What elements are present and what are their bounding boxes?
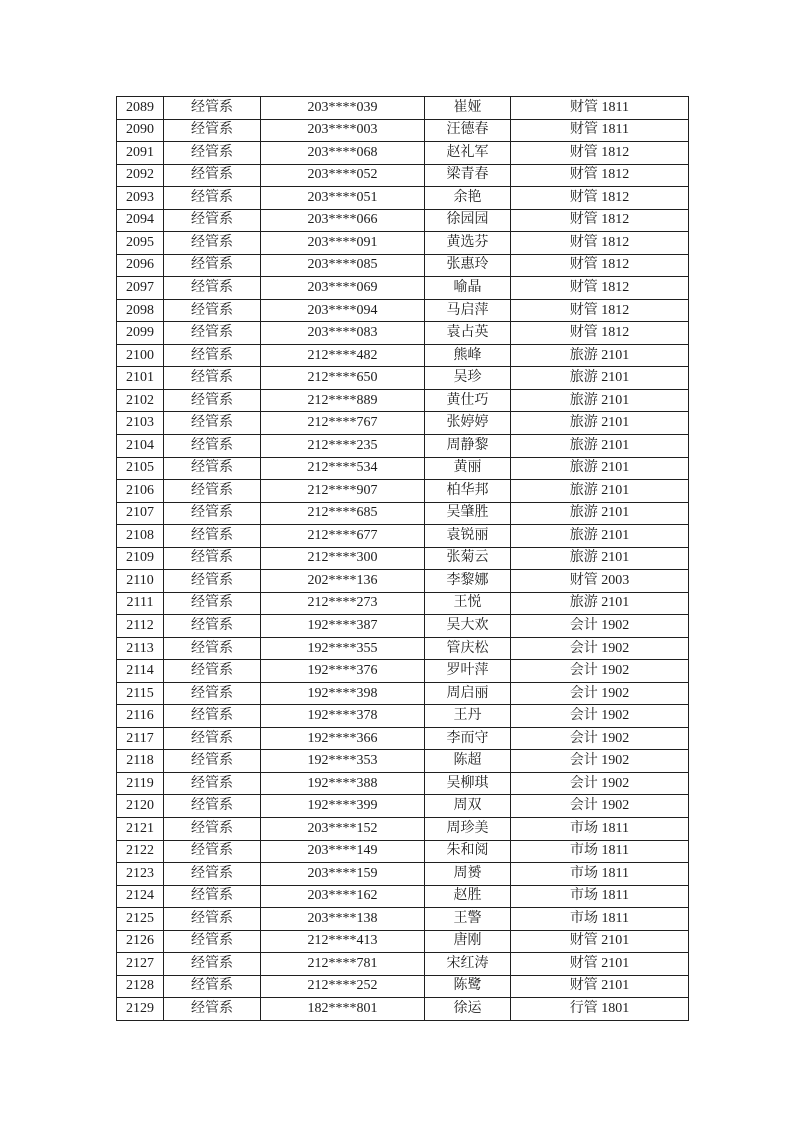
cell-serial: 2110 xyxy=(117,570,164,593)
cell-name: 马启萍 xyxy=(425,299,511,322)
cell-department: 经管系 xyxy=(164,818,261,841)
cell-department: 经管系 xyxy=(164,975,261,998)
cell-name: 周赟 xyxy=(425,863,511,886)
cell-class: 行管 1801 xyxy=(511,998,689,1021)
cell-department: 经管系 xyxy=(164,592,261,615)
cell-class: 财管 2003 xyxy=(511,570,689,593)
cell-name: 李黎娜 xyxy=(425,570,511,593)
cell-class: 旅游 2101 xyxy=(511,412,689,435)
cell-department: 经管系 xyxy=(164,727,261,750)
cell-student_id: 182****801 xyxy=(261,998,425,1021)
cell-serial: 2106 xyxy=(117,480,164,503)
cell-class: 会计 1902 xyxy=(511,750,689,773)
table-row xyxy=(117,705,689,728)
roster-body xyxy=(117,97,689,1021)
cell-class: 财管 2101 xyxy=(511,953,689,976)
cell-serial: 2111 xyxy=(117,592,164,615)
table-row xyxy=(117,930,689,953)
cell-student_id: 212****252 xyxy=(261,975,425,998)
table-row xyxy=(117,232,689,255)
table-row xyxy=(117,119,689,142)
table-row xyxy=(117,615,689,638)
cell-department: 经管系 xyxy=(164,209,261,232)
cell-name: 管庆松 xyxy=(425,637,511,660)
cell-serial: 2126 xyxy=(117,930,164,953)
cell-name: 熊峰 xyxy=(425,344,511,367)
table-row xyxy=(117,142,689,165)
cell-serial: 2113 xyxy=(117,637,164,660)
cell-student_id: 203****039 xyxy=(261,97,425,120)
cell-class: 会计 1902 xyxy=(511,772,689,795)
cell-department: 经管系 xyxy=(164,615,261,638)
cell-serial: 2102 xyxy=(117,389,164,412)
cell-name: 柏华邦 xyxy=(425,480,511,503)
cell-student_id: 212****889 xyxy=(261,389,425,412)
cell-serial: 2100 xyxy=(117,344,164,367)
cell-class: 市场 1811 xyxy=(511,863,689,886)
cell-name: 徐运 xyxy=(425,998,511,1021)
cell-department: 经管系 xyxy=(164,840,261,863)
cell-student_id: 203****051 xyxy=(261,187,425,210)
cell-department: 经管系 xyxy=(164,930,261,953)
cell-name: 吴大欢 xyxy=(425,615,511,638)
cell-serial: 2112 xyxy=(117,615,164,638)
cell-class: 财管 1812 xyxy=(511,232,689,255)
table-row xyxy=(117,660,689,683)
cell-department: 经管系 xyxy=(164,908,261,931)
cell-student_id: 212****767 xyxy=(261,412,425,435)
cell-name: 张婷婷 xyxy=(425,412,511,435)
cell-student_id: 203****085 xyxy=(261,254,425,277)
table-row xyxy=(117,277,689,300)
cell-name: 赵胜 xyxy=(425,885,511,908)
cell-department: 经管系 xyxy=(164,142,261,165)
cell-department: 经管系 xyxy=(164,570,261,593)
cell-class: 会计 1902 xyxy=(511,727,689,750)
cell-name: 喻晶 xyxy=(425,277,511,300)
cell-department: 经管系 xyxy=(164,863,261,886)
cell-name: 吴肇胜 xyxy=(425,502,511,525)
student-roster-table xyxy=(116,96,689,1021)
table-row xyxy=(117,434,689,457)
cell-name: 赵礼军 xyxy=(425,142,511,165)
cell-department: 经管系 xyxy=(164,412,261,435)
cell-class: 财管 1812 xyxy=(511,209,689,232)
cell-name: 李而守 xyxy=(425,727,511,750)
cell-serial: 2120 xyxy=(117,795,164,818)
cell-student_id: 192****376 xyxy=(261,660,425,683)
cell-serial: 2099 xyxy=(117,322,164,345)
cell-student_id: 203****152 xyxy=(261,818,425,841)
table-row xyxy=(117,727,689,750)
cell-serial: 2098 xyxy=(117,299,164,322)
cell-name: 袁锐丽 xyxy=(425,525,511,548)
cell-department: 经管系 xyxy=(164,232,261,255)
table-row xyxy=(117,637,689,660)
cell-class: 财管 1812 xyxy=(511,299,689,322)
cell-class: 旅游 2101 xyxy=(511,480,689,503)
table-row xyxy=(117,863,689,886)
table-row xyxy=(117,344,689,367)
cell-department: 经管系 xyxy=(164,547,261,570)
cell-department: 经管系 xyxy=(164,998,261,1021)
cell-student_id: 192****378 xyxy=(261,705,425,728)
cell-student_id: 203****149 xyxy=(261,840,425,863)
cell-class: 会计 1902 xyxy=(511,637,689,660)
cell-serial: 2117 xyxy=(117,727,164,750)
cell-student_id: 192****353 xyxy=(261,750,425,773)
table-row xyxy=(117,164,689,187)
cell-class: 市场 1811 xyxy=(511,908,689,931)
table-row xyxy=(117,547,689,570)
cell-serial: 2104 xyxy=(117,434,164,457)
cell-class: 会计 1902 xyxy=(511,705,689,728)
cell-name: 张菊云 xyxy=(425,547,511,570)
cell-department: 经管系 xyxy=(164,322,261,345)
cell-serial: 2116 xyxy=(117,705,164,728)
table-row xyxy=(117,389,689,412)
cell-student_id: 203****003 xyxy=(261,119,425,142)
cell-class: 市场 1811 xyxy=(511,840,689,863)
table-row xyxy=(117,772,689,795)
cell-department: 经管系 xyxy=(164,434,261,457)
cell-serial: 2107 xyxy=(117,502,164,525)
cell-class: 财管 1812 xyxy=(511,322,689,345)
cell-name: 周静黎 xyxy=(425,434,511,457)
cell-class: 旅游 2101 xyxy=(511,592,689,615)
cell-name: 袁占英 xyxy=(425,322,511,345)
cell-serial: 2095 xyxy=(117,232,164,255)
cell-student_id: 203****094 xyxy=(261,299,425,322)
table-row xyxy=(117,592,689,615)
table-row xyxy=(117,367,689,390)
cell-serial: 2114 xyxy=(117,660,164,683)
cell-class: 财管 1812 xyxy=(511,142,689,165)
cell-serial: 2103 xyxy=(117,412,164,435)
cell-department: 经管系 xyxy=(164,750,261,773)
cell-class: 旅游 2101 xyxy=(511,344,689,367)
cell-student_id: 212****273 xyxy=(261,592,425,615)
cell-name: 朱和阅 xyxy=(425,840,511,863)
cell-student_id: 212****235 xyxy=(261,434,425,457)
cell-serial: 2091 xyxy=(117,142,164,165)
table-row xyxy=(117,97,689,120)
cell-department: 经管系 xyxy=(164,277,261,300)
cell-student_id: 203****138 xyxy=(261,908,425,931)
cell-department: 经管系 xyxy=(164,119,261,142)
table-row xyxy=(117,750,689,773)
cell-serial: 2115 xyxy=(117,682,164,705)
cell-department: 经管系 xyxy=(164,254,261,277)
cell-student_id: 192****388 xyxy=(261,772,425,795)
cell-serial: 2089 xyxy=(117,97,164,120)
cell-name: 吴柳琪 xyxy=(425,772,511,795)
cell-department: 经管系 xyxy=(164,682,261,705)
cell-student_id: 192****398 xyxy=(261,682,425,705)
cell-class: 会计 1902 xyxy=(511,682,689,705)
table-row xyxy=(117,975,689,998)
cell-class: 财管 1811 xyxy=(511,97,689,120)
table-row xyxy=(117,795,689,818)
cell-department: 经管系 xyxy=(164,660,261,683)
cell-department: 经管系 xyxy=(164,164,261,187)
cell-department: 经管系 xyxy=(164,457,261,480)
cell-department: 经管系 xyxy=(164,795,261,818)
cell-name: 宋红涛 xyxy=(425,953,511,976)
cell-serial: 2127 xyxy=(117,953,164,976)
cell-serial: 2108 xyxy=(117,525,164,548)
cell-name: 余艳 xyxy=(425,187,511,210)
cell-student_id: 203****052 xyxy=(261,164,425,187)
cell-name: 徐园园 xyxy=(425,209,511,232)
cell-student_id: 212****650 xyxy=(261,367,425,390)
cell-class: 财管 1812 xyxy=(511,254,689,277)
table-row xyxy=(117,525,689,548)
cell-serial: 2092 xyxy=(117,164,164,187)
cell-name: 陈鹭 xyxy=(425,975,511,998)
cell-student_id: 203****162 xyxy=(261,885,425,908)
cell-student_id: 212****534 xyxy=(261,457,425,480)
cell-class: 财管 1812 xyxy=(511,187,689,210)
cell-name: 黄仕巧 xyxy=(425,389,511,412)
cell-name: 周双 xyxy=(425,795,511,818)
cell-class: 会计 1902 xyxy=(511,660,689,683)
cell-serial: 2122 xyxy=(117,840,164,863)
cell-department: 经管系 xyxy=(164,885,261,908)
cell-student_id: 203****068 xyxy=(261,142,425,165)
cell-department: 经管系 xyxy=(164,772,261,795)
table-row xyxy=(117,885,689,908)
cell-name: 王悦 xyxy=(425,592,511,615)
cell-class: 旅游 2101 xyxy=(511,434,689,457)
cell-serial: 2125 xyxy=(117,908,164,931)
cell-name: 张惠玲 xyxy=(425,254,511,277)
cell-department: 经管系 xyxy=(164,389,261,412)
cell-serial: 2101 xyxy=(117,367,164,390)
cell-name: 周启丽 xyxy=(425,682,511,705)
cell-serial: 2123 xyxy=(117,863,164,886)
cell-name: 陈超 xyxy=(425,750,511,773)
cell-serial: 2119 xyxy=(117,772,164,795)
cell-student_id: 192****399 xyxy=(261,795,425,818)
table-row xyxy=(117,570,689,593)
cell-serial: 2094 xyxy=(117,209,164,232)
cell-serial: 2093 xyxy=(117,187,164,210)
cell-class: 财管 1812 xyxy=(511,164,689,187)
cell-class: 旅游 2101 xyxy=(511,367,689,390)
cell-student_id: 192****366 xyxy=(261,727,425,750)
cell-student_id: 212****300 xyxy=(261,547,425,570)
cell-name: 黄选芬 xyxy=(425,232,511,255)
cell-name: 崔娅 xyxy=(425,97,511,120)
cell-class: 市场 1811 xyxy=(511,885,689,908)
cell-student_id: 203****069 xyxy=(261,277,425,300)
cell-department: 经管系 xyxy=(164,344,261,367)
cell-class: 旅游 2101 xyxy=(511,547,689,570)
table-row xyxy=(117,457,689,480)
cell-name: 罗叶萍 xyxy=(425,660,511,683)
cell-student_id: 192****355 xyxy=(261,637,425,660)
cell-class: 旅游 2101 xyxy=(511,457,689,480)
cell-class: 财管 2101 xyxy=(511,930,689,953)
cell-serial: 2129 xyxy=(117,998,164,1021)
table-row xyxy=(117,480,689,503)
cell-class: 旅游 2101 xyxy=(511,525,689,548)
cell-name: 唐刚 xyxy=(425,930,511,953)
cell-student_id: 212****781 xyxy=(261,953,425,976)
table-row xyxy=(117,254,689,277)
table-row xyxy=(117,322,689,345)
cell-serial: 2128 xyxy=(117,975,164,998)
cell-serial: 2105 xyxy=(117,457,164,480)
cell-class: 旅游 2101 xyxy=(511,389,689,412)
table-row xyxy=(117,818,689,841)
table-row xyxy=(117,299,689,322)
cell-student_id: 212****685 xyxy=(261,502,425,525)
cell-class: 旅游 2101 xyxy=(511,502,689,525)
cell-student_id: 212****482 xyxy=(261,344,425,367)
table-row xyxy=(117,953,689,976)
table-row xyxy=(117,412,689,435)
cell-class: 会计 1902 xyxy=(511,795,689,818)
table-row xyxy=(117,187,689,210)
cell-student_id: 203****066 xyxy=(261,209,425,232)
table-row xyxy=(117,998,689,1021)
cell-student_id: 202****136 xyxy=(261,570,425,593)
cell-serial: 2097 xyxy=(117,277,164,300)
cell-name: 汪德春 xyxy=(425,119,511,142)
cell-department: 经管系 xyxy=(164,299,261,322)
cell-student_id: 212****677 xyxy=(261,525,425,548)
table-row xyxy=(117,682,689,705)
cell-name: 吴珍 xyxy=(425,367,511,390)
table-row xyxy=(117,908,689,931)
cell-department: 经管系 xyxy=(164,525,261,548)
cell-department: 经管系 xyxy=(164,502,261,525)
cell-class: 市场 1811 xyxy=(511,818,689,841)
cell-name: 周珍美 xyxy=(425,818,511,841)
cell-student_id: 203****159 xyxy=(261,863,425,886)
cell-department: 经管系 xyxy=(164,97,261,120)
cell-serial: 2118 xyxy=(117,750,164,773)
cell-student_id: 203****083 xyxy=(261,322,425,345)
cell-student_id: 212****413 xyxy=(261,930,425,953)
cell-department: 经管系 xyxy=(164,705,261,728)
table-row xyxy=(117,840,689,863)
cell-student_id: 192****387 xyxy=(261,615,425,638)
cell-name: 黄丽 xyxy=(425,457,511,480)
cell-class: 财管 1811 xyxy=(511,119,689,142)
cell-class: 财管 1812 xyxy=(511,277,689,300)
cell-serial: 2121 xyxy=(117,818,164,841)
cell-student_id: 212****907 xyxy=(261,480,425,503)
cell-name: 梁青春 xyxy=(425,164,511,187)
cell-serial: 2109 xyxy=(117,547,164,570)
table-row xyxy=(117,209,689,232)
cell-serial: 2096 xyxy=(117,254,164,277)
cell-department: 经管系 xyxy=(164,953,261,976)
cell-name: 王丹 xyxy=(425,705,511,728)
cell-class: 财管 2101 xyxy=(511,975,689,998)
cell-student_id: 203****091 xyxy=(261,232,425,255)
table-row xyxy=(117,502,689,525)
cell-name: 王警 xyxy=(425,908,511,931)
cell-serial: 2090 xyxy=(117,119,164,142)
cell-department: 经管系 xyxy=(164,637,261,660)
cell-department: 经管系 xyxy=(164,480,261,503)
cell-department: 经管系 xyxy=(164,367,261,390)
cell-department: 经管系 xyxy=(164,187,261,210)
cell-serial: 2124 xyxy=(117,885,164,908)
cell-class: 会计 1902 xyxy=(511,615,689,638)
